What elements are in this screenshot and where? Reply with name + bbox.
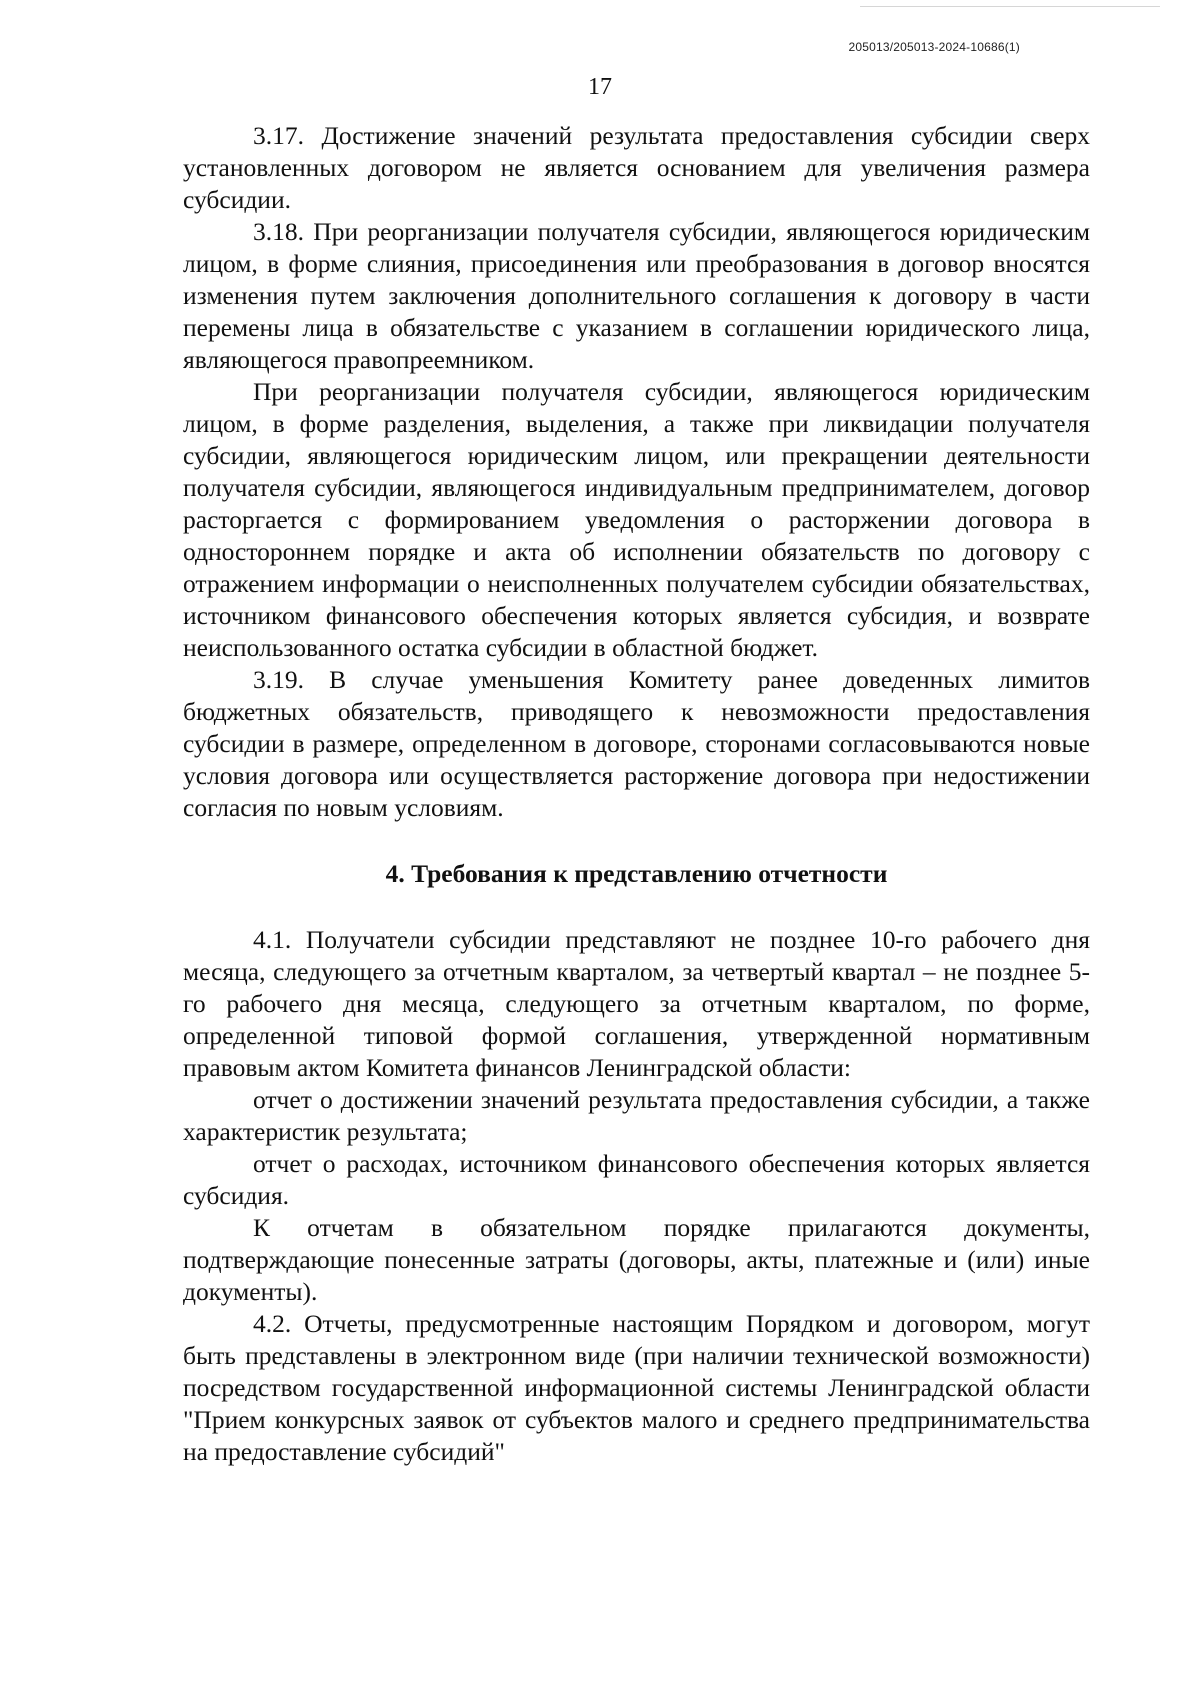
paragraph-report-expenses: отчет о расходах, источником финансового обеспечения которых является субсидия. xyxy=(183,1149,1090,1210)
page-number: 17 xyxy=(588,74,612,100)
paragraph-3-17: 3.17. Достижение значений результата предоставления субсидии сверх установленных договором не является основанием для увеличения размера субсидии. xyxy=(183,121,1090,214)
paragraph-report-results: отчет о достижении значений результата предоставления субсидии, а также характеристик результата; xyxy=(183,1085,1090,1146)
section-heading: 4. Требования к представлению отчетности xyxy=(385,859,888,888)
document-registration-number: 205013/205013-2024-10686(1) xyxy=(848,40,1020,54)
paragraph-3-19: 3.19. В случае уменьшения Комитету ранее доведенных лимитов бюджетных обязательств, приводящего к невозможности предоставления субсидии в размере, определенном в договоре, сторонами согласовываются новые условия договора или осуществляется расторжение договора при недостижении согласия по новым условиям. xyxy=(183,665,1090,822)
scan-artifact-line xyxy=(860,6,1160,7)
paragraph-3-18-continued: При реорганизации получателя субсидии, являющегося юридическим лицом, в форме разделения, выделения, а также при ликвидации получателя субсидии, являющегося юридическим лицом, или прекращении деятельности получателя субсидии, являющегося индивидуальным предпринимателем, договор расторгается с формированием уведомления о расторжении договора в одностороннем порядке и акта об исполнении обязательств по договору с отражением информации о неисполненных получателем субсидии обязательствах, источником финансового обеспечения которых является субсидия, и возврате неиспользованного остатка субсидии в областной бюджет. xyxy=(183,377,1090,662)
document-body xyxy=(183,120,1090,1468)
paragraph-3-18: 3.18. При реорганизации получателя субсидии, являющегося юридическим лицом, в форме слияния, присоединения или преобразования в договор вносятся изменения путем заключения дополнительного соглашения к договору в части перемены лица в обязательстве с указанием в соглашении юридического лица, являющегося правопреемником. xyxy=(183,217,1090,374)
paragraph-attachments: К отчетам в обязательном порядке прилагаются документы, подтверждающие понесенные затраты (договоры, акты, платежные и (или) иные документы). xyxy=(183,1213,1090,1306)
paragraph-4-1: 4.1. Получатели субсидии представляют не позднее 10-го рабочего дня месяца, следующего за отчетным кварталом, за четвертый квартал – не позднее 5-го рабочего дня месяца, следующего за отчетным кварталом, по форме, определенной типовой формой соглашения, утвержденной нормативным правовым актом Комитета финансов Ленинградской области: xyxy=(183,925,1090,1082)
paragraph-4-2: 4.2. Отчеты, предусмотренные настоящим Порядком и договором, могут быть представлены в электронном виде (при наличии технической возможности) посредством государственной информационной системы Ленинградской области "Прием конкурсных заявок от субъектов малого и среднего предпринимательства на предоставление субсидий" xyxy=(183,1309,1090,1466)
